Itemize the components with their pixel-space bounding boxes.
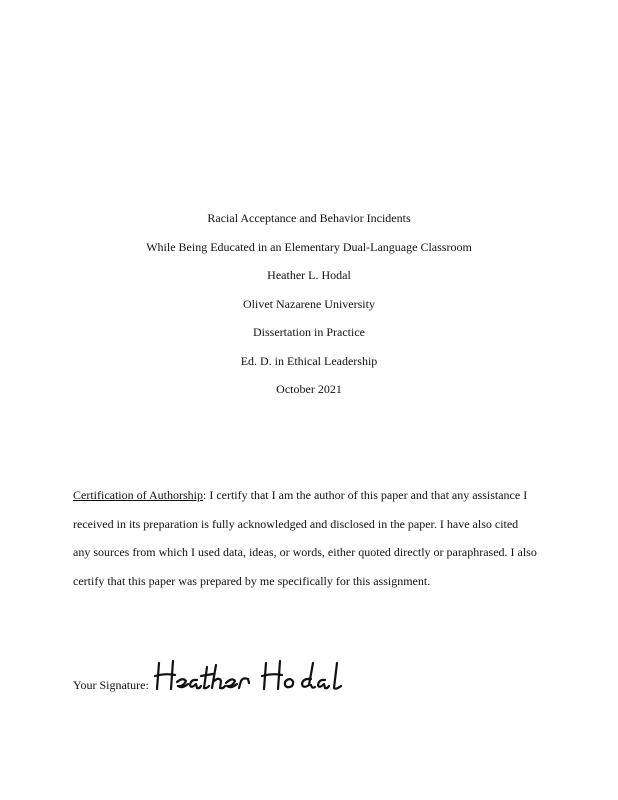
signature-row bbox=[73, 655, 473, 695]
university-name: Olivet Nazarene University bbox=[243, 296, 375, 311]
author-name: Heather L. Hodal bbox=[267, 268, 351, 282]
submission-date: October 2021 bbox=[276, 382, 342, 396]
certification-heading: Certification of Authorship bbox=[73, 488, 203, 502]
signature-label: Your Signature: bbox=[73, 678, 149, 692]
title-block bbox=[0, 210, 618, 410]
degree-program: Ed. D. in Ethical Leadership bbox=[240, 353, 378, 368]
document-type: Dissertation in Practice bbox=[253, 325, 365, 339]
certification-line-1 bbox=[73, 487, 573, 516]
certification-of-authorship bbox=[73, 487, 573, 601]
handwritten-signature bbox=[153, 655, 398, 695]
paper-title-line-1: Racial Acceptance and Behavior Incidents bbox=[207, 211, 411, 225]
certification-text-1: : I certify that I am the author of this paper and that any assistance I bbox=[202, 488, 528, 502]
certification-line-2: received in its preparation is fully acknowledged and disclosed in the paper. I have also cited bbox=[73, 516, 519, 531]
paper-title-line-2: While Being Educated in an Elementary Dual-Language Classroom bbox=[146, 239, 472, 254]
certification-line-4: certify that this paper was prepared by me specifically for this assignment. bbox=[73, 573, 431, 588]
certification-line-3: any sources from which I used data, ideas, or words, either quoted directly or paraphrased. I also bbox=[73, 545, 537, 559]
